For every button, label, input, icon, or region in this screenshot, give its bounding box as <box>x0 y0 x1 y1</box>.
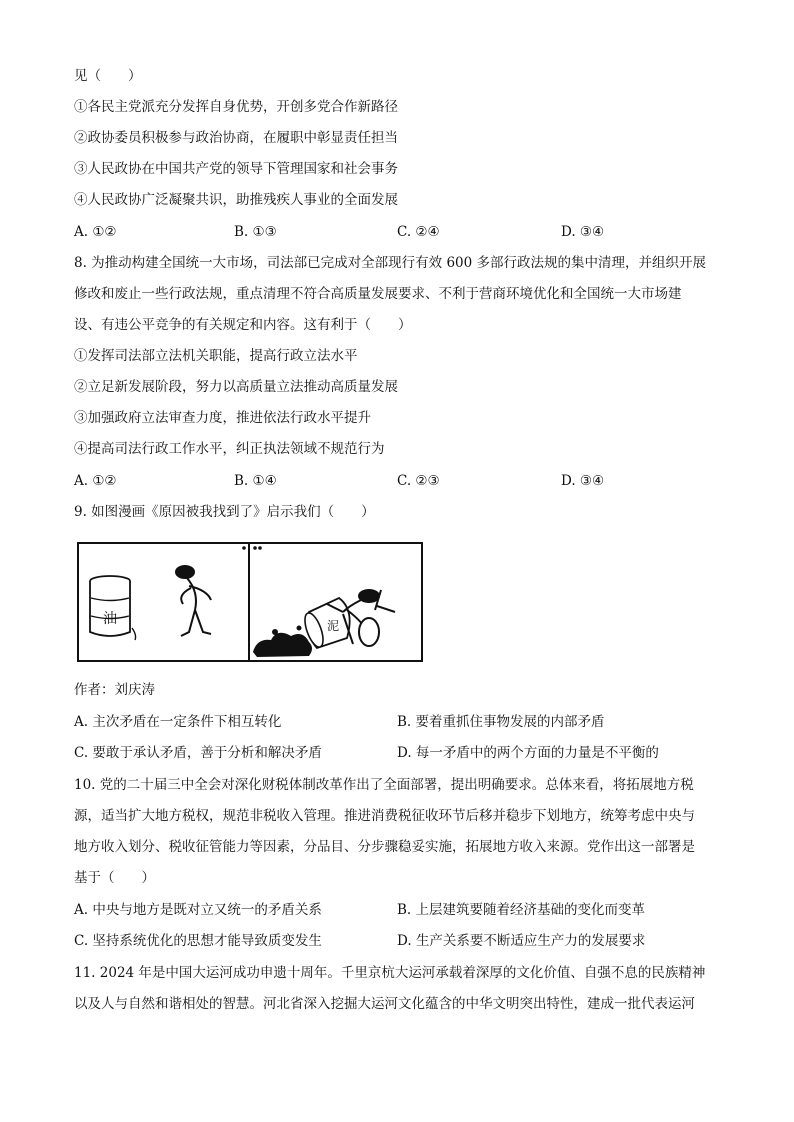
q7-statement-2: ②政协委员积极参与政治协商，在履职中彰显责任担当 <box>74 130 398 146</box>
mud-barrel-label: 泥 <box>326 619 340 633</box>
q8-statement-3: ③加强政府立法审查力度，推进依法行政水平提升 <box>74 410 371 426</box>
q9-author: 作者：刘庆涛 <box>74 682 155 698</box>
q7-option-d: D. ③④ <box>561 224 605 240</box>
q7-option-a: A. ①② <box>74 224 117 240</box>
q8-stem-line-3: 设、有违公平竞争的有关规定和内容。这有利于（ ） <box>74 317 412 333</box>
q7-option-c: C. ②④ <box>397 224 440 240</box>
q9-stem: 9. 如图漫画《原因被我找到了》启示我们（ ） <box>74 504 375 520</box>
q7-stem-tail: 见（ ） <box>74 68 142 84</box>
q9-option-a: A. 主次矛盾在一定条件下相互转化 <box>74 714 282 730</box>
q10-option-b: B. 上层建筑要随着经济基础的变化而变革 <box>397 902 646 918</box>
oil-barrel <box>90 576 136 640</box>
cartoon-image <box>77 540 423 664</box>
q10-stem-line-2: 源，适当扩大地方税权，规范非税收入管理。推进消费税征收环节后移并稳步下划地方，统筹考虑中央与 <box>74 808 695 824</box>
q10-option-c: C. 坚持系统优化的思想才能导致质变发生 <box>74 933 322 949</box>
q8-option-a: A. ①② <box>74 473 117 489</box>
q8-option-c: C. ②③ <box>397 473 440 489</box>
q10-option-a: A. 中央与地方是既对立又统一的矛盾关系 <box>74 902 322 918</box>
q9-option-b: B. 要着重抓住事物发展的内部矛盾 <box>397 714 605 730</box>
q8-option-b: B. ①④ <box>234 473 277 489</box>
q8-option-d: D. ③④ <box>561 473 605 489</box>
q10-stem-line-1: 10. 党的二十届三中全会对深化财税体制改革作出了全面部署，提出明确要求。总体来看，将拓展地方税 <box>74 777 694 793</box>
q10-stem-line-4: 基于（ ） <box>74 870 155 886</box>
q11-stem-line-1: 11. 2024 年是中国大运河成功申遗十周年。千里京杭大运河承载着深厚的文化价值、自强不息的民族精神 <box>74 965 706 981</box>
q8-statement-4: ④提高司法行政工作水平，纠正执法领域不规范行为 <box>74 441 385 457</box>
q7-statement-3: ③人民政协在中国共产党的领导下管理国家和社会事务 <box>74 161 398 177</box>
q8-stem-line-2: 修改和废止一些行政法规，重点清理不符合高质量发展要求、不利于营商环境优化和全国统一大市场建 <box>74 286 682 302</box>
q11-stem-line-2: 以及人与自然和谐相处的智慧。河北省深入挖掘大运河文化蕴含的中华文明突出特性，建成一批代表运河 <box>74 996 695 1012</box>
q7-statement-1: ①各民主党派充分发挥自身优势，开创多党合作新路径 <box>74 99 398 115</box>
oil-barrel-label: 油 <box>103 611 117 627</box>
q9-option-d: D. 每一矛盾中的两个方面的力量是不平衡的 <box>397 745 659 761</box>
q8-statement-2: ②立足新发展阶段，努力以高质量立法推动高质量发展 <box>74 379 398 395</box>
q7-option-b: B. ①③ <box>234 224 277 240</box>
q8-statement-1: ①发挥司法部立法机关职能，提高行政立法水平 <box>74 348 358 364</box>
q10-stem-line-3: 地方收入划分、税收征管能力等因素，分品目、分步骤稳妥实施，拓展地方收入来源。党作出这一部署是 <box>74 839 695 855</box>
q10-option-d: D. 生产关系要不断适应生产力的发展要求 <box>397 933 646 949</box>
q9-option-c: C. 要敢于承认矛盾，善于分析和解决矛盾 <box>74 745 322 761</box>
q8-stem-line-1: 8. 为推动构建全国统一大市场，司法部已完成对全部现行有效 600 多部行政法规的集中清理，并组织开展 <box>74 255 707 271</box>
q7-statement-4: ④人民政协广泛凝聚共识，助推残疾人事业的全面发展 <box>74 192 398 208</box>
